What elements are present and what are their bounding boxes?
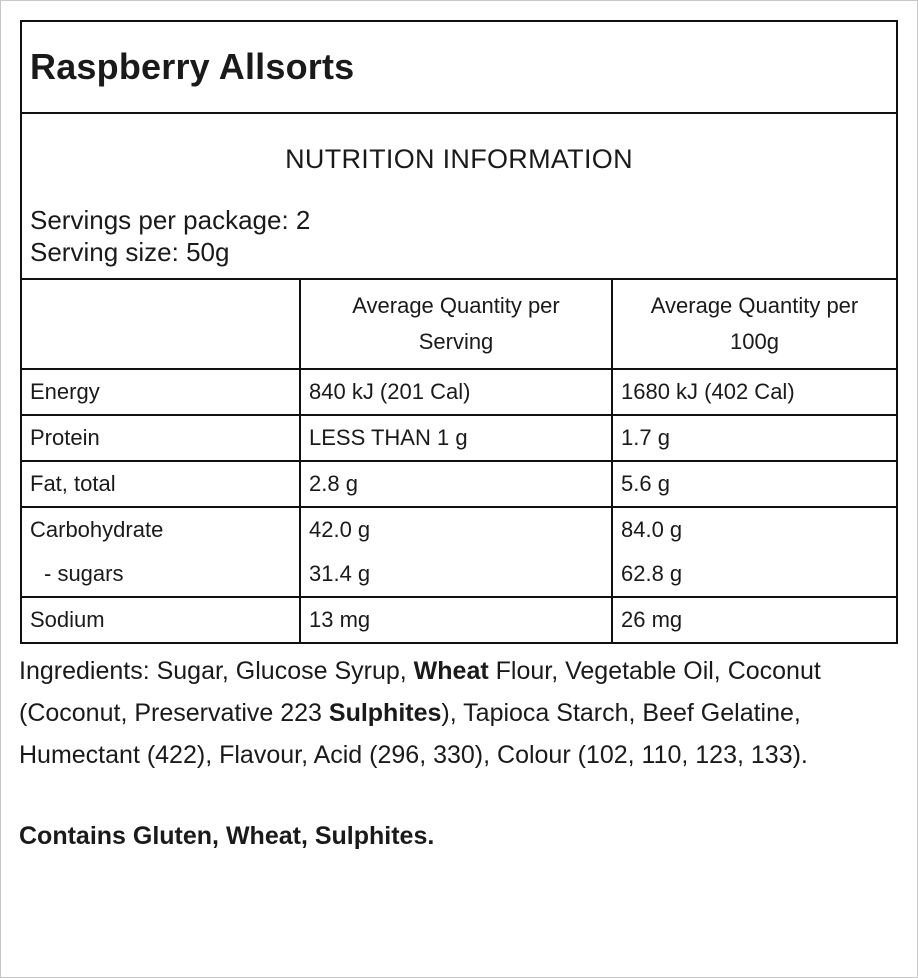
- per-100g-group: [612, 507, 896, 597]
- nutrition-panel: [20, 20, 898, 644]
- per-100g-subvalue: 62.8 g: [621, 561, 683, 586]
- ingredients-part: ), Tapioca Starch, Beef Gelatine, Humectant (422), Flavour, Acid (296, 330), Colour (102, 110, 123, 133).: [19, 699, 808, 769]
- per-100g-value: 1.7 g: [612, 415, 896, 461]
- per-100g-value: 26 mg: [612, 597, 896, 642]
- servings-block: [30, 204, 310, 268]
- per-serving-value: 2.8 g: [300, 461, 612, 507]
- table-row: [22, 597, 896, 642]
- table-row: [22, 461, 896, 507]
- per-serving-value: 13 mg: [300, 597, 612, 642]
- per-100g-value: 1680 kJ (402 Cal): [612, 369, 896, 415]
- per-serving-group: [300, 507, 612, 597]
- title-box: [22, 22, 896, 114]
- nutrition-table: [22, 280, 896, 642]
- header-nutrient: [22, 280, 300, 369]
- serving-size: Serving size: 50g: [30, 237, 230, 267]
- ingredients-part: Ingredients: Sugar, Glucose Syrup,: [19, 657, 414, 685]
- product-title: Raspberry Allsorts: [30, 46, 355, 87]
- nutrient-name: Energy: [22, 369, 300, 415]
- ingredients-part: Flour, Vegetable Oil, Coconut (Coconut, Preservative 223: [19, 657, 821, 727]
- per-100g-value: 5.6 g: [612, 461, 896, 507]
- header-per-serving: Average Quantity per Serving: [300, 280, 612, 369]
- servings-per-package: Servings per package: 2: [30, 205, 311, 235]
- per-100g-value: 84.0 g: [621, 517, 683, 542]
- per-serving-value: 840 kJ (201 Cal): [300, 369, 612, 415]
- nutrition-heading: NUTRITION INFORMATION: [285, 144, 633, 174]
- per-serving-subvalue: 31.4 g: [309, 561, 371, 586]
- nutrition-info-box: [22, 114, 896, 280]
- table-row: [22, 415, 896, 461]
- nutrient-name: Sodium: [30, 607, 105, 632]
- table-row: [22, 507, 896, 597]
- allergen-highlight: Wheat: [413, 657, 489, 685]
- allergen-statement: Contains Gluten, Wheat, Sulphites.: [19, 822, 435, 850]
- header-per-100g: Average Quantity per 100g: [612, 280, 896, 369]
- nutrient-subname: - sugars: [44, 561, 124, 586]
- table-header-row: [22, 280, 896, 369]
- allergen-highlight: Sulphites: [328, 699, 442, 727]
- per-serving-value: LESS THAN 1 g: [300, 415, 612, 461]
- per-serving-value: 42.0 g: [309, 517, 371, 542]
- nutrient-name: Carbohydrate: [30, 517, 164, 542]
- nutrient-name: Protein: [22, 415, 300, 461]
- table-row: [22, 369, 896, 415]
- nutrient-name: Fat, total: [22, 461, 300, 507]
- ingredients-text: [19, 650, 899, 776]
- nutrient-name-group: [22, 507, 300, 597]
